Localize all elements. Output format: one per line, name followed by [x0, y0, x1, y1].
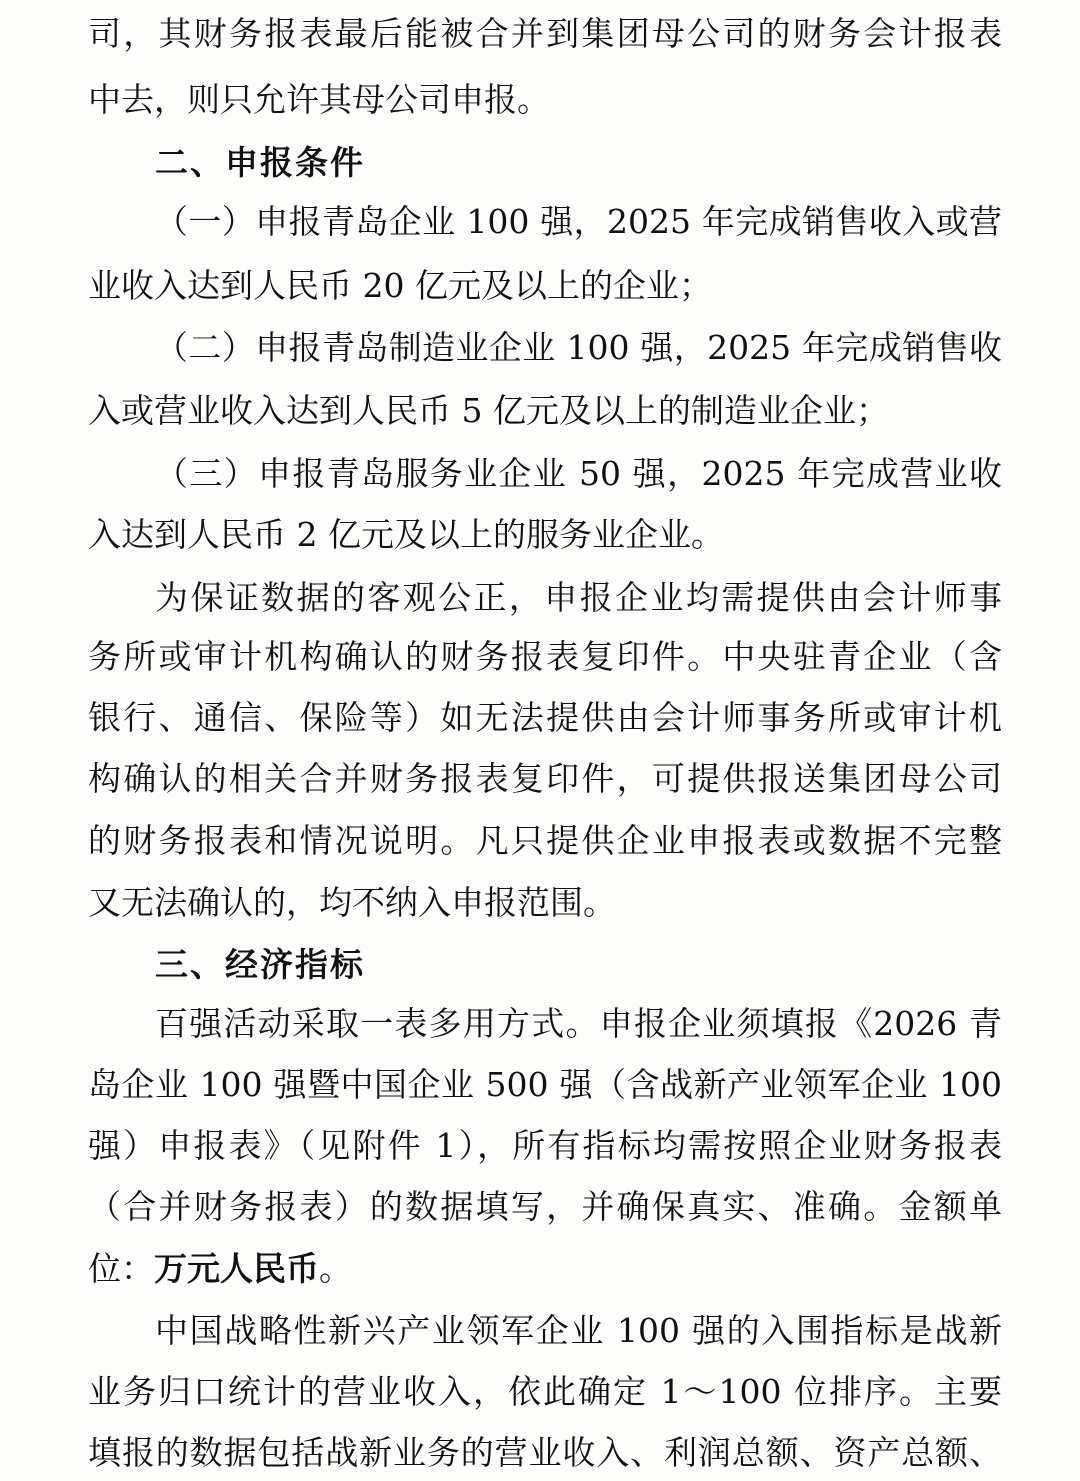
unit-suffix: 。	[319, 1249, 352, 1288]
paragraph-line: 入达到人民币 2 亿元及以上的服务业企业。	[88, 515, 724, 554]
paragraph-line: 填报的数据包括战新业务的营业收入、利润总额、资产总额、	[88, 1433, 1002, 1472]
section-heading-application-conditions: 二、申报条件	[155, 143, 365, 182]
paragraph-line: （三）申报青岛服务业企业 50 强，2025 年完成营业收	[155, 454, 1002, 493]
currency-unit: 万元人民币	[154, 1249, 319, 1288]
paragraph-line: 业收入达到人民币 20 亿元及以上的企业；	[88, 266, 712, 305]
paragraph-line: 岛企业 100 强暨中国企业 500 强（含战新产业领军企业 100	[88, 1065, 1002, 1104]
paragraph-line: 百强活动采取一表多用方式。申报企业须填报《2026 青	[155, 1004, 1002, 1043]
section-heading-economic-indicators: 三、经济指标	[155, 945, 365, 984]
paragraph-line: （二）申报青岛制造业企业 100 强，2025 年完成销售收	[155, 328, 1002, 367]
paragraph-line-currency-unit	[88, 1249, 1002, 1289]
paragraph-line: 中去，则只允许其母公司申报。	[88, 80, 550, 119]
paragraph-line: （一）申报青岛企业 100 强，2025 年完成销售收入或营	[155, 202, 1002, 241]
paragraph-line: 业务归口统计的营业收入，依此确定 1～100 位排序。主要	[88, 1372, 1002, 1411]
unit-prefix: 位：	[88, 1249, 154, 1288]
paragraph-line: 为保证数据的客观公正，申报企业均需提供由会计师事	[155, 578, 1002, 617]
paragraph-line: 又无法确认的，均不纳入申报范围。	[88, 883, 616, 922]
paragraph-line: 入或营业收入达到人民币 5 亿元及以上的制造业企业；	[88, 391, 889, 430]
paragraph-line: 中国战略性新兴产业领军企业 100 强的入围指标是战新	[155, 1311, 1002, 1350]
paragraph-line: （合并财务报表）的数据填写，并确保真实、准确。金额单	[88, 1187, 1002, 1226]
paragraph-line: 务所或审计机构确认的财务报表复印件。中央驻青企业（含	[88, 637, 1002, 676]
paragraph-line: 银行、通信、保险等）如无法提供由会计师事务所或审计机	[88, 698, 1002, 737]
paragraph-line: 构确认的相关合并财务报表复印件，可提供报送集团母公司	[88, 759, 1002, 798]
paragraph-line: 司，其财务报表最后能被合并到集团母公司的财务会计报表	[88, 14, 1002, 53]
paragraph-line: 的财务报表和情况说明。凡只提供企业申报表或数据不完整	[88, 821, 1002, 860]
paragraph-line: 强）申报表》（见附件 1），所有指标均需按照企业财务报表	[88, 1126, 1002, 1165]
